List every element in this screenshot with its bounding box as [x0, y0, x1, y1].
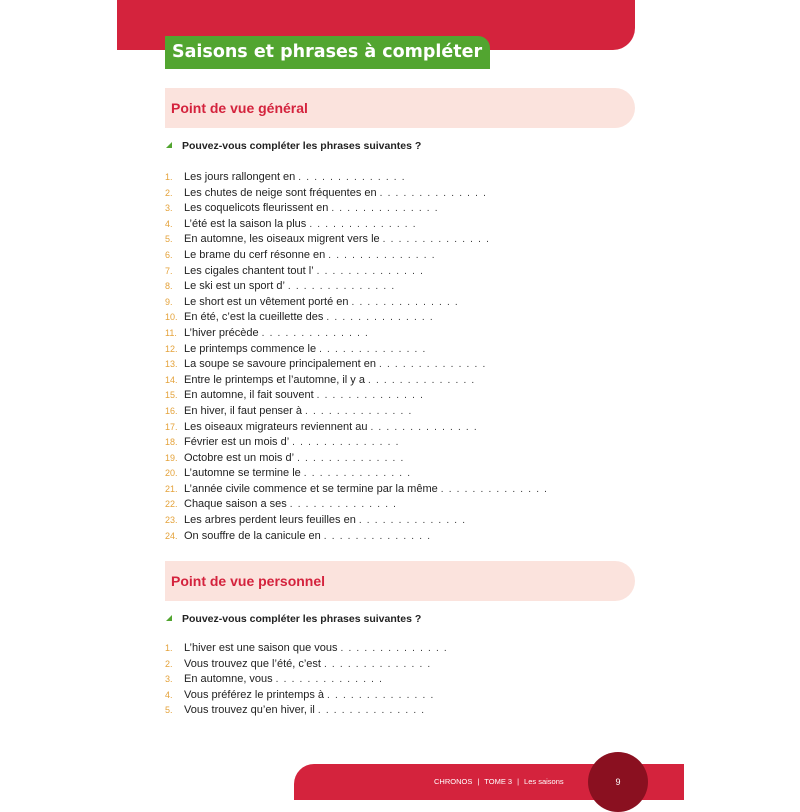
exercise-item	[165, 357, 548, 373]
item-text: Les chutes de neige sont fréquentes en	[184, 186, 377, 199]
exercise-item	[165, 420, 548, 436]
item-number: 8.	[165, 281, 173, 292]
exercise-item	[165, 310, 548, 326]
footer-tome: TOME 3	[484, 777, 513, 786]
item-number: 2.	[165, 187, 173, 198]
blank-fill-line[interactable]: . . . . . . . . . . . . . .	[289, 499, 398, 511]
exercise-item	[165, 217, 548, 233]
exercise-list-personal	[165, 641, 448, 719]
item-text: L’hiver est une saison que vous	[184, 642, 338, 654]
blank-fill-line[interactable]: . . . . . . . . . . . . . .	[316, 390, 425, 402]
page-number: 9	[615, 777, 621, 787]
section-heading-personal	[165, 561, 635, 601]
exercise-item	[165, 201, 548, 217]
exercise-item	[165, 342, 548, 358]
item-number: 3.	[165, 203, 173, 214]
blank-fill-line[interactable]: . . . . . . . . . . . . . .	[297, 452, 405, 464]
exercise-item	[165, 672, 448, 688]
blank-fill-line[interactable]: . . . . . . . . . . . . . .	[287, 281, 396, 293]
exercise-item	[165, 326, 548, 342]
item-number: 9.	[165, 296, 173, 307]
item-number: 21.	[165, 483, 178, 494]
item-text: Vous trouvez qu’en hiver, il	[184, 704, 315, 717]
exercise-item	[165, 688, 448, 704]
exercise-item	[165, 232, 548, 248]
blank-fill-line[interactable]: . . . . . . . . . . . . . .	[323, 658, 432, 670]
exercise-item	[165, 451, 548, 467]
exercise-item	[165, 404, 548, 420]
item-number: 13.	[165, 359, 178, 370]
exercise-item	[165, 641, 448, 657]
item-number: 24.	[165, 530, 178, 541]
blank-fill-line[interactable]: . . . . . . . . . . . . . .	[261, 327, 370, 339]
item-number: 5.	[165, 705, 173, 716]
exercise-list-general	[165, 170, 548, 544]
item-number: 15.	[165, 390, 178, 401]
blank-fill-line[interactable]: . . . . . . . . . . . . . .	[275, 674, 384, 686]
item-number: 18.	[165, 437, 178, 448]
item-text: En automne, les oiseaux migrent vers le	[184, 233, 380, 246]
item-number: 11.	[165, 327, 177, 338]
item-number: 17.	[165, 421, 178, 432]
exercise-item	[165, 170, 548, 186]
item-text: Entre le printemps et l’automne, il y a	[184, 373, 365, 386]
blank-fill-line[interactable]: . . . . . . . . . . . . . .	[370, 421, 478, 433]
item-number: 16.	[165, 405, 178, 416]
item-number: 20.	[165, 468, 178, 479]
blank-fill-line[interactable]: . . . . . . . . . . . . . .	[309, 218, 417, 230]
blank-fill-line[interactable]: . . . . . . . . . . . . . .	[303, 468, 412, 480]
exercise-item	[165, 497, 548, 513]
blank-fill-line[interactable]: . . . . . . . . . . . . . .	[298, 172, 406, 183]
item-text: En hiver, il faut penser à	[184, 404, 303, 417]
blank-fill-line[interactable]: . . . . . . . . . . . . . .	[382, 234, 491, 246]
footer-text	[434, 764, 564, 800]
item-number: 22.	[165, 499, 178, 510]
blank-fill-line[interactable]: . . . . . . . . . . . . . .	[379, 187, 488, 199]
exercise-item	[165, 388, 548, 404]
question-personal	[166, 612, 421, 626]
footer-brand: CHRONOS	[434, 777, 473, 786]
triangle-bullet-icon	[166, 142, 172, 148]
item-number: 10.	[165, 312, 178, 323]
item-text: L’été est la saison la plus	[184, 217, 307, 230]
exercise-item	[165, 513, 548, 529]
question-label: Pouvez-vous compléter les phrases suivantes ?	[182, 140, 422, 152]
item-text: En automne, vous	[184, 673, 273, 686]
section-heading-label: Point de vue personnel	[171, 573, 326, 589]
exercise-item	[165, 279, 548, 295]
blank-fill-line[interactable]: . . . . . . . . . . . . . .	[331, 203, 439, 215]
footer-separator: |	[517, 777, 520, 786]
item-text: L’année civile commence et se termine par la même	[184, 482, 438, 495]
footer-separator: |	[477, 777, 480, 786]
blank-fill-line[interactable]: . . . . . . . . . . . . . .	[319, 343, 427, 355]
item-number: 7.	[165, 265, 173, 276]
item-text: On souffre de la canicule en	[184, 529, 321, 542]
item-text: Le short est un vêtement porté en	[184, 295, 349, 308]
blank-fill-line[interactable]: . . . . . . . . . . . . . .	[358, 515, 467, 527]
triangle-bullet-icon	[166, 615, 172, 621]
item-text: Vous préférez le printemps à	[184, 688, 325, 701]
item-number: 5.	[165, 234, 173, 245]
item-text: Les cigales chantent tout l’	[184, 264, 314, 277]
question-general	[166, 139, 421, 153]
item-number: 4.	[165, 689, 173, 700]
question-label: Pouvez-vous compléter les phrases suivantes ?	[182, 613, 422, 625]
exercise-item	[165, 264, 548, 280]
exercise-item	[165, 482, 548, 498]
footer-chapter: Les saisons	[524, 777, 564, 786]
item-text: Février est un mois d’	[184, 436, 290, 449]
item-number: 1.	[165, 643, 173, 653]
item-text: Les jours rallongent en	[184, 171, 296, 183]
section-heading-label: Point de vue général	[171, 100, 308, 116]
item-text: L’automne se termine le	[184, 467, 301, 480]
item-text: L’hiver précède	[184, 326, 259, 339]
item-text: Le ski est un sport d’	[184, 280, 285, 293]
item-number: 23.	[165, 515, 178, 526]
item-text: Le printemps commence le	[184, 342, 317, 355]
item-text: Le brame du cerf résonne en	[184, 248, 326, 261]
blank-fill-line[interactable]: . . . . . . . . . . . . . .	[351, 296, 459, 308]
blank-fill-line[interactable]: . . . . . . . . . . . . . .	[379, 359, 487, 371]
item-text: Les oiseaux migrateurs reviennent au	[184, 420, 368, 433]
item-number: 19.	[165, 452, 178, 463]
item-text: Vous trouvez que l’été, c’est	[184, 657, 321, 670]
blank-fill-line[interactable]: . . . . . . . . . . . . . .	[440, 483, 549, 495]
blank-fill-line[interactable]: . . . . . . . . . . . . . .	[326, 312, 434, 324]
item-number: 4.	[165, 218, 173, 229]
section-heading-general	[165, 88, 635, 128]
page-title: Saisons et phrases à compléter	[165, 36, 490, 69]
blank-fill-line[interactable]: . . . . . . . . . . . . . .	[323, 530, 432, 542]
item-number: 1.	[165, 172, 173, 182]
item-number: 2.	[165, 658, 173, 669]
blank-fill-line[interactable]: . . . . . . . . . . . . . .	[328, 249, 436, 261]
blank-fill-line[interactable]: . . . . . . . . . . . . . .	[317, 705, 426, 717]
blank-fill-line[interactable]: . . . . . . . . . . . . . .	[316, 265, 425, 277]
blank-fill-line[interactable]: . . . . . . . . . . . . . .	[367, 374, 476, 386]
blank-fill-line[interactable]: . . . . . . . . . . . . . .	[327, 689, 435, 701]
item-text: En automne, il fait souvent	[184, 389, 314, 402]
item-number: 3.	[165, 674, 173, 685]
item-text: Les arbres perdent leurs feuilles en	[184, 514, 356, 527]
exercise-item	[165, 186, 548, 202]
item-text: Octobre est un mois d’	[184, 451, 295, 464]
blank-fill-line[interactable]: . . . . . . . . . . . . . .	[292, 437, 400, 449]
exercise-item	[165, 529, 548, 545]
blank-fill-line[interactable]: . . . . . . . . . . . . . .	[340, 643, 448, 654]
exercise-item	[165, 703, 448, 719]
exercise-item	[165, 248, 548, 264]
item-number: 6.	[165, 249, 173, 260]
exercise-item	[165, 466, 548, 482]
item-text: Les coquelicots fleurissent en	[184, 202, 329, 215]
exercise-item	[165, 295, 548, 311]
item-number: 12.	[165, 343, 178, 354]
exercise-item	[165, 657, 448, 673]
item-text: La soupe se savoure principalement en	[184, 358, 377, 371]
item-text: Chaque saison a ses	[184, 498, 287, 511]
item-number: 14.	[165, 374, 178, 385]
exercise-item	[165, 373, 548, 389]
blank-fill-line[interactable]: . . . . . . . . . . . . . .	[305, 405, 413, 417]
exercise-item	[165, 435, 548, 451]
item-text: En été, c’est la cueillette des	[184, 311, 324, 324]
